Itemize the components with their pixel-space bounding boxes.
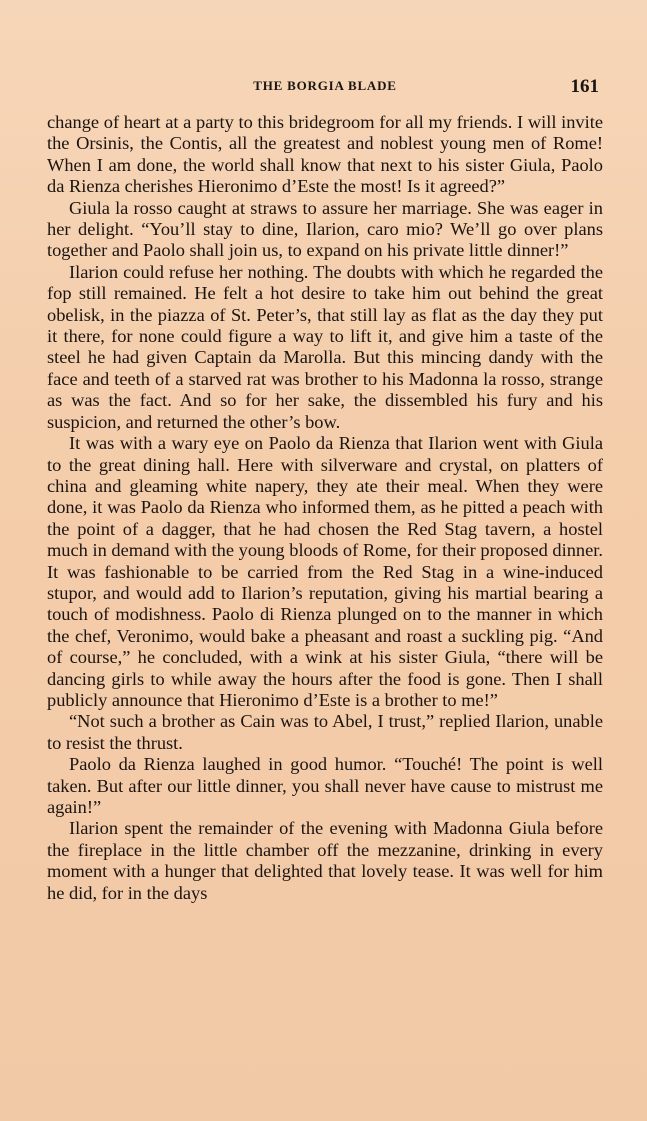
page-number: 161 xyxy=(570,76,599,97)
paragraph-5: “Not such a brother as Cain was to Abel, I trust,” replied Ilarion, unable to resist the thrust. xyxy=(47,711,603,753)
paragraph-3: Ilarion could refuse her nothing. The doubts with which he regarded the fop still remained. He felt a hot desire to take him out behind the great obelisk, in the piazza of St. Peter’s, that still lay as flat as the day they put it there, for none could figure a way to lift it, and give him a taste of the steel he had given Captain da Marolla. But this mincing dandy with the face and teeth of a starved rat was brother to his Madonna la rosso, strange as was the fact. And so for her sake, the dissembled his fury and his suspicion, and returned the other’s bow. xyxy=(47,261,603,432)
running-title: THE BORGIA BLADE xyxy=(253,78,397,93)
paragraph-1: change of heart at a party to this bridegroom for all my friends. I will invite the Orsinis, the Contis, all the greatest and noblest young men of Rome! When I am done, the world shall know that next to his sister Giula, Paolo da Rienza cherishes Hieronimo d’Este the most! Is it agreed?” xyxy=(47,112,603,197)
running-head xyxy=(47,76,603,100)
paragraph-4: It was with a wary eye on Paolo da Rienza that Ilarion went with Giula to the great dining hall. Here with silverware and crystal, on platters of china and gleaming white napery, they ate their meal. When they were done, it was Paolo da Rienza who informed them, as he pitted a peach with the point of a dagger, that he had chosen the Red Stag tavern, a hostel much in demand with the young bloods of Rome, for their proposed dinner. It was fashionable to be carried from the Red Stag in a wine-induced stupor, and would add to Ilarion’s reputation, giving his martial bearing a touch of modishness. Paolo di Rienza plunged on to the manner in which the chef, Veronimo, would bake a pheasant and roast a suckling pig. “And of course,” he concluded, with a wink at his sister Giula, “there will be dancing girls to while away the hours after the food is gone. Then I shall publicly announce that Hieronimo d’Este is a brother to me!” xyxy=(47,433,603,710)
paragraph-2: Giula la rosso caught at straws to assure her marriage. She was eager in her delight. “You’ll stay to dine, Ilarion, caro mio? We’ll go over plans together and Paolo shall join us, to expand on his private little dinner!” xyxy=(47,197,603,261)
paragraph-7: Ilarion spent the remainder of the evening with Madonna Giula before the fireplace in the little chamber off the mezzanine, drinking in every moment with a hunger that delighted that lovely tease. It was well for him he did, for in the days xyxy=(47,818,603,903)
paragraph-6: Paolo da Rienza laughed in good humor. “Touché! The point is well taken. But after our little dinner, you shall never have cause to mistrust me again!” xyxy=(47,754,603,817)
body-text xyxy=(47,112,603,904)
